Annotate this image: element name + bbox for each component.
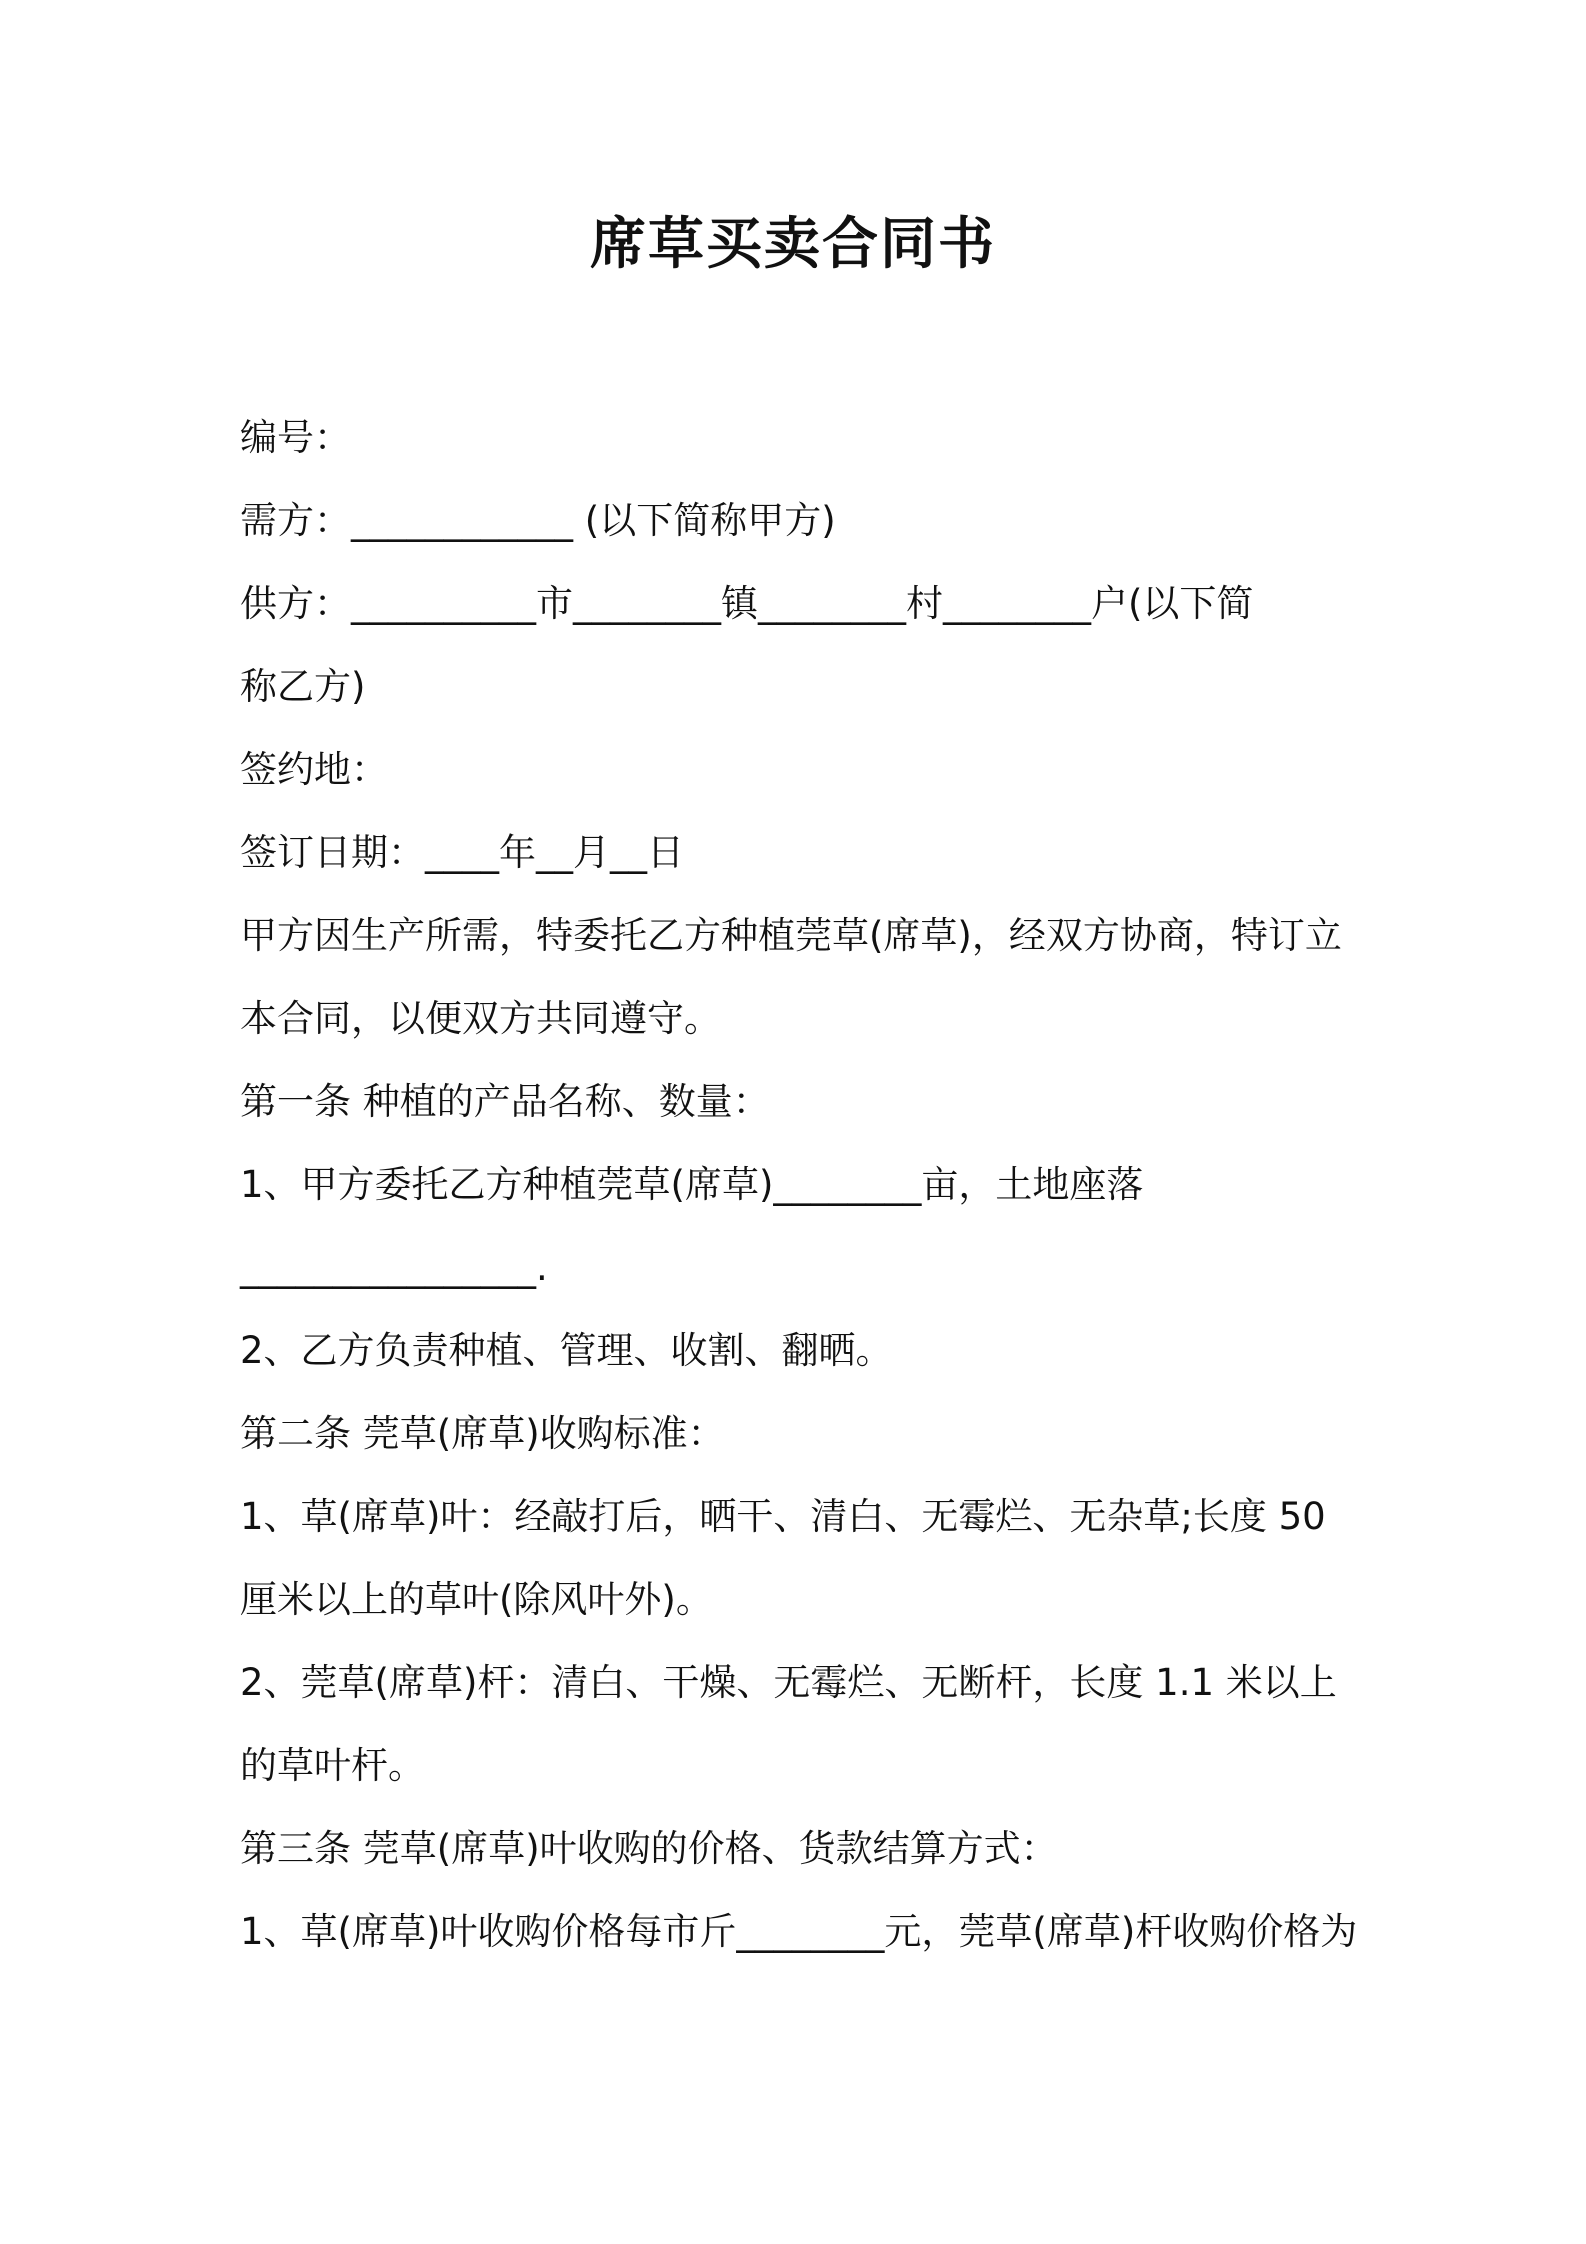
signing-place-line: 签约地： xyxy=(240,748,388,791)
article-one-heading: 第一条 种植的产品名称、数量： xyxy=(240,1080,770,1123)
article-two-heading: 第二条 莞草(席草)收购标准： xyxy=(240,1412,725,1455)
article-two-item-1-continued: 厘米以上的草叶(除风叶外)。 xyxy=(240,1578,713,1621)
article-three-heading: 第三条 莞草(席草)叶收购的价格、货款结算方式： xyxy=(240,1827,1058,1870)
signing-date-line: 签订日期：____年__月__日 xyxy=(240,831,684,874)
article-one-item-1-continued: ________________. xyxy=(240,1246,548,1289)
article-two-item-2: 2、莞草(席草)杆：清白、干燥、无霉烂、无断杆，长度 1.1 米以上 xyxy=(240,1661,1337,1704)
article-two-item-1: 1、草(席草)叶：经敲打后，晒干、清白、无霉烂、无杂草;长度 50 xyxy=(240,1495,1326,1538)
supplier-line-continued: 称乙方) xyxy=(240,665,366,708)
contract-number-line: 编号： xyxy=(240,416,351,459)
article-one-item-1: 1、甲方委托乙方种植莞草(席草)________亩，土地座落 xyxy=(240,1163,1144,1206)
preamble-line-2: 本合同，以便双方共同遵守。 xyxy=(240,997,721,1040)
buyer-line: 需方：____________ (以下简称甲方) xyxy=(240,499,836,542)
preamble-line-1: 甲方因生产所需，特委托乙方种植莞草(席草)，经双方协商，特订立 xyxy=(240,914,1342,957)
article-two-item-2-continued: 的草叶杆。 xyxy=(240,1744,425,1787)
article-one-item-2: 2、乙方负责种植、管理、收割、翻晒。 xyxy=(240,1329,893,1372)
article-three-item-1: 1、草(席草)叶收购价格每市斤________元，莞草(席草)杆收购价格为 xyxy=(240,1910,1358,1953)
document-title: 席草买卖合同书 xyxy=(590,212,996,277)
supplier-line: 供方：__________市________镇________村________户(以下简 xyxy=(240,582,1254,625)
